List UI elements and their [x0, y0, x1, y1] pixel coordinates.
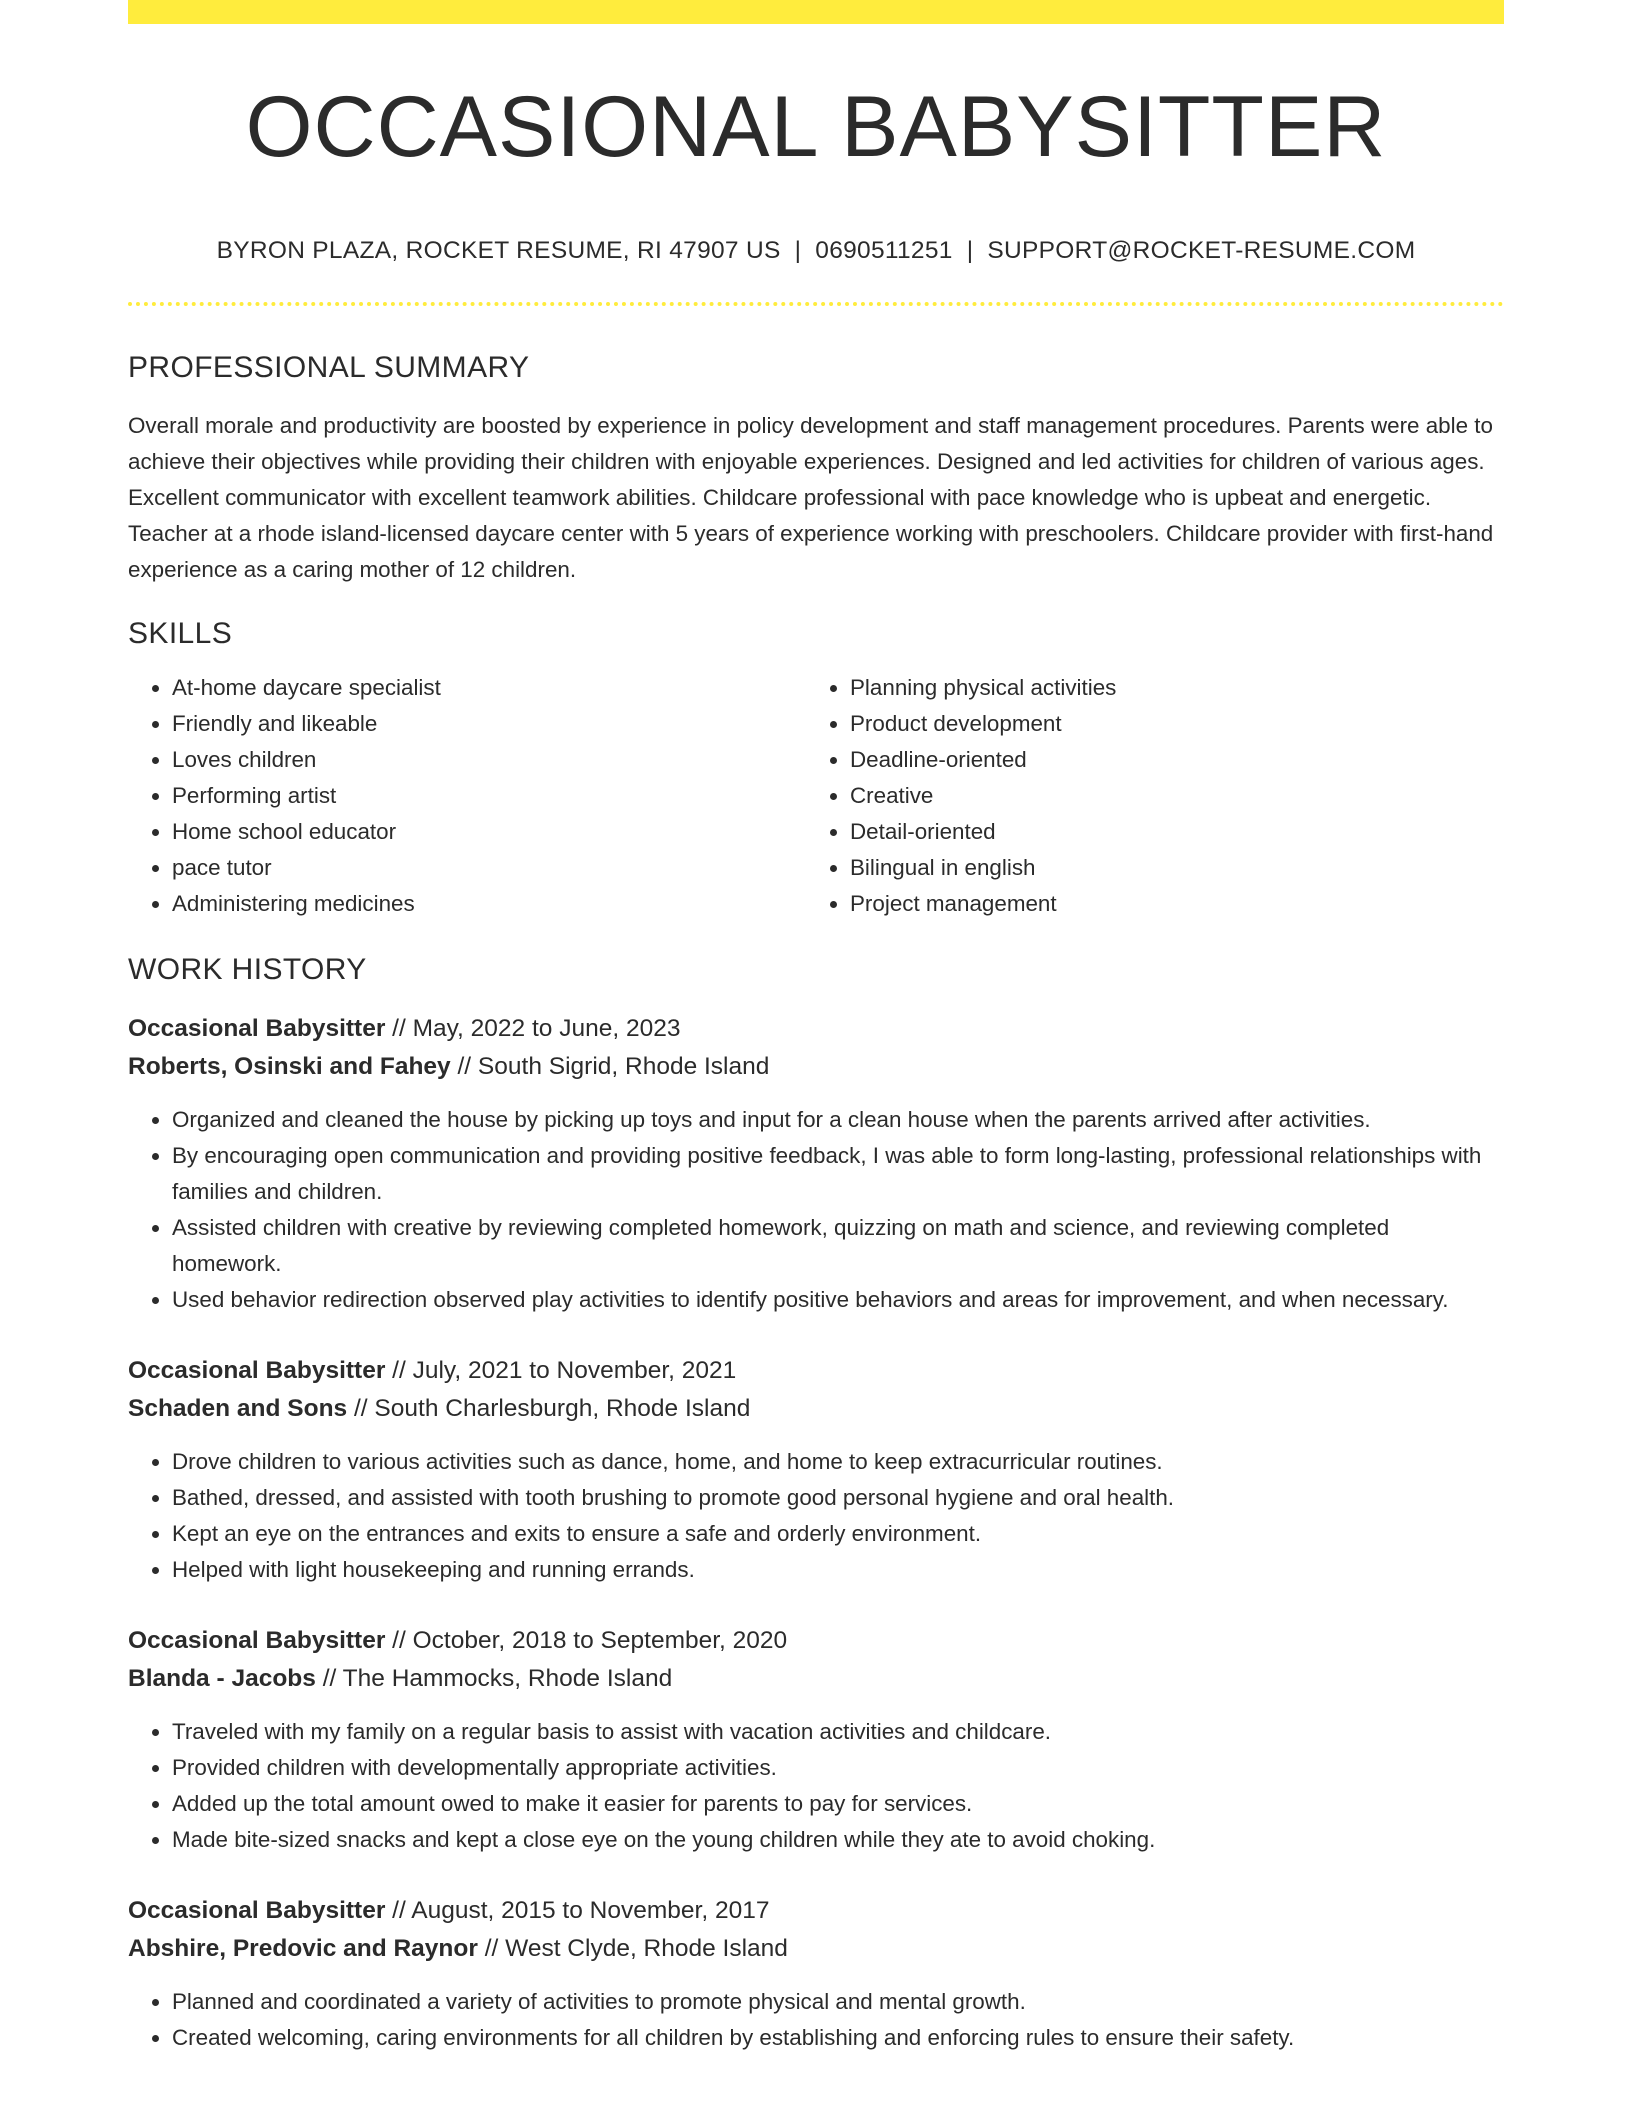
job-role-line [128, 1892, 1504, 1930]
job-role: Occasional Babysitter [128, 1015, 386, 1042]
job-company-line [128, 1660, 1504, 1698]
skill-item: • Product development [850, 706, 1484, 742]
job-role: Occasional Babysitter [128, 1627, 386, 1654]
job-location: // West Clyde, Rhode Island [477, 1935, 788, 1962]
summary-heading: PROFESSIONAL SUMMARY [128, 351, 530, 384]
job-bullet: • Bathed, dressed, and assisted with tooth brushing to promote good personal hygiene and oral health. [172, 1480, 1504, 1516]
job-role-line [128, 1622, 1504, 1660]
skills-column-left [128, 670, 806, 922]
job-role-line [128, 1010, 1504, 1048]
skill-item: • Performing artist [172, 778, 806, 814]
job-bullet: • Kept an eye on the entrances and exits to ensure a safe and orderly environment. [172, 1516, 1504, 1552]
skills-column-right [806, 670, 1484, 922]
job-company: Blanda - Jacobs [128, 1665, 316, 1692]
contact-separator: | [966, 237, 974, 264]
job-bullet: • Assisted children with creative by reviewing completed homework, quizzing on math and science, and reviewing completed homework. [172, 1210, 1504, 1282]
skill-item: • Home school educator [172, 814, 806, 850]
job-bullet: • Traveled with my family on a regular basis to assist with vacation activities and childcare. [172, 1714, 1504, 1750]
contact-address: BYRON PLAZA, ROCKET RESUME, RI 47907 US [216, 237, 781, 264]
job-dates: // July, 2021 to November, 2021 [385, 1357, 737, 1384]
job-bullet: • Made bite-sized snacks and kept a close eye on the young children while they ate to avoid choking. [172, 1822, 1504, 1858]
job-bullet: • Planned and coordinated a variety of activities to promote physical and mental growth. [172, 1984, 1504, 2020]
job-dates: // August, 2015 to November, 2017 [385, 1897, 770, 1924]
job-entry [128, 1010, 1504, 1318]
summary-text: Overall morale and productivity are boosted by experience in policy development and staff management procedures. Parents were able to achieve their objectives while providing their children with enjoyable experiences. Designed and led activities for children of various ages. Excellent communicator with excellent teamwork abilities. Childcare professional with pace knowledge who is upbeat and energetic. Teacher at a rhode island-licensed daycare center with 5 years of experience working with preschoolers. Childcare provider with first-hand experience as a caring mother of 12 children. [128, 413, 1494, 582]
skill-item: • pace tutor [172, 850, 806, 886]
job-company: Abshire, Predovic and Raynor [128, 1935, 478, 1962]
job-bullet: • Created welcoming, caring environments for all children by establishing and enforcing rules to ensure their safety. [172, 2020, 1504, 2056]
contact-line [128, 236, 1504, 266]
skill-item: • Bilingual in english [850, 850, 1484, 886]
job-company-line [128, 1930, 1504, 1968]
resume-name: OCCASIONAL BABYSITTER [245, 79, 1387, 175]
skill-item: • Deadline-oriented [850, 742, 1484, 778]
accent-bar [128, 0, 1504, 24]
job-role: Occasional Babysitter [128, 1357, 386, 1384]
job-location: // South Charlesburgh, Rhode Island [347, 1395, 751, 1422]
skill-item: • Creative [850, 778, 1484, 814]
job-bullet: • Helped with light housekeeping and running errands. [172, 1552, 1504, 1588]
skill-item: • Detail-oriented [850, 814, 1484, 850]
skill-item: • Friendly and likeable [172, 706, 806, 742]
job-bullets [128, 1714, 1504, 1858]
job-dates: // May, 2022 to June, 2023 [385, 1015, 681, 1042]
contact-separator: | [794, 237, 802, 264]
job-bullet: • By encouraging open communication and providing positive feedback, I was able to form long-lasting, professional relationships with families and children. [172, 1138, 1504, 1210]
skill-item: • Administering medicines [172, 886, 806, 922]
job-company-line [128, 1390, 1504, 1428]
skill-item: • Planning physical activities [850, 670, 1484, 706]
job-entry [128, 1352, 1504, 1588]
job-entry [128, 1892, 1504, 2056]
skill-item: • Loves children [172, 742, 806, 778]
job-bullets [128, 1102, 1504, 1318]
skill-item: • At-home daycare specialist [172, 670, 806, 706]
job-dates: // October, 2018 to September, 2020 [385, 1627, 788, 1654]
resume-page [128, 24, 1504, 2056]
skill-item: • Project management [850, 886, 1484, 922]
job-role: Occasional Babysitter [128, 1897, 386, 1924]
job-bullet: • Added up the total amount owed to make it easier for parents to pay for services. [172, 1786, 1504, 1822]
contact-phone: 0690511251 [815, 237, 953, 264]
dotted-divider [128, 302, 1504, 306]
job-bullets [128, 1984, 1504, 2056]
work-history-heading: WORK HISTORY [128, 953, 367, 986]
job-company-line [128, 1048, 1504, 1086]
contact-email: SUPPORT@ROCKET-RESUME.COM [987, 237, 1416, 264]
job-location: // South Sigrid, Rhode Island [450, 1053, 770, 1080]
skills-list [128, 670, 1504, 922]
job-role-line [128, 1352, 1504, 1390]
job-location: // The Hammocks, Rhode Island [315, 1665, 673, 1692]
job-bullet: • Used behavior redirection observed play activities to identify positive behaviors and areas for improvement, and when necessary. [172, 1282, 1504, 1318]
job-bullets [128, 1444, 1504, 1588]
job-bullet: • Organized and cleaned the house by picking up toys and input for a clean house when the parents arrived after activities. [172, 1102, 1504, 1138]
job-entry [128, 1622, 1504, 1858]
job-company: Schaden and Sons [128, 1395, 348, 1422]
job-bullet: • Provided children with developmentally appropriate activities. [172, 1750, 1504, 1786]
job-bullet: • Drove children to various activities such as dance, home, and home to keep extracurricular routines. [172, 1444, 1504, 1480]
skills-heading: SKILLS [128, 617, 233, 650]
job-company: Roberts, Osinski and Fahey [128, 1053, 451, 1080]
